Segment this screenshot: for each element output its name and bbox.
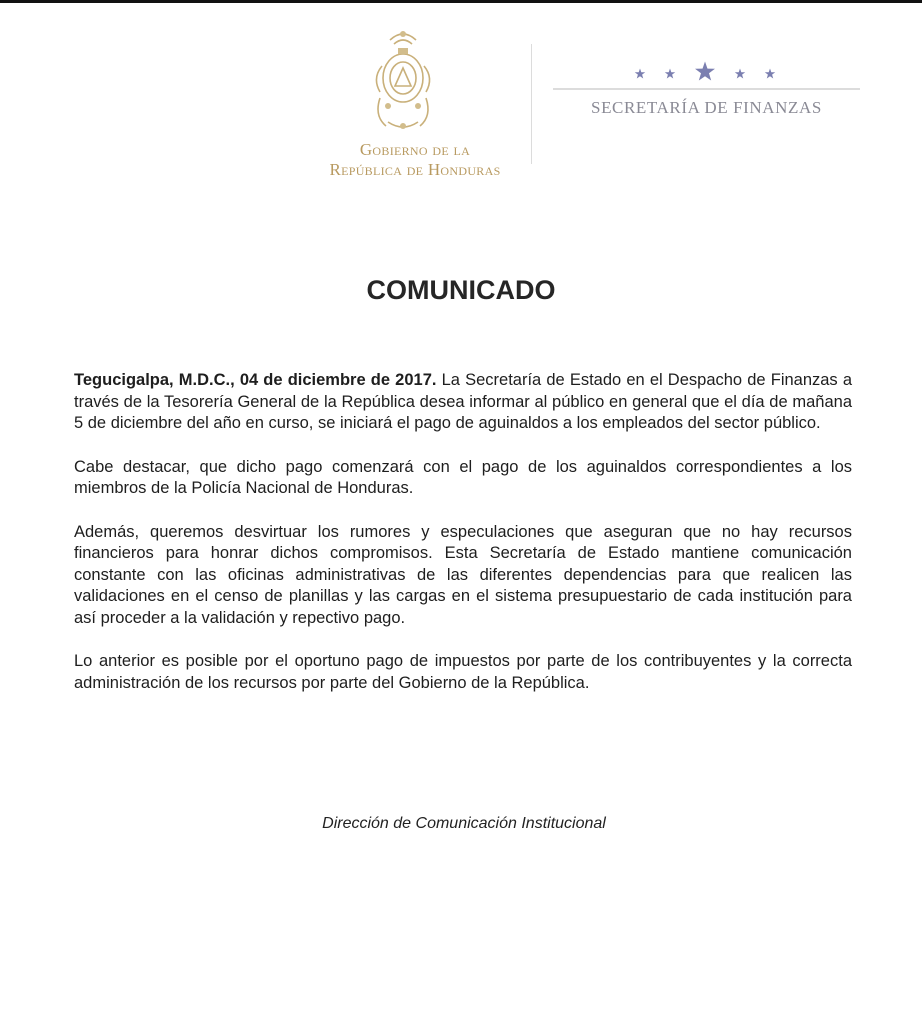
paragraph: [74, 522, 852, 630]
document-body: [74, 370, 852, 716]
paragraph-text: Lo anterior es posible por el oportuno pago de impuestos por parte de los contribuyentes y la correcta administración de los recursos por parte del Gobierno de la República.: [74, 652, 852, 692]
government-name: [300, 140, 530, 180]
star-icon: [765, 69, 775, 79]
paragraph-text: Cabe destacar, que dicho pago comenzará con el pago de los aguinaldos correspondientes a los miembros de la Policía Nacional de Honduras.: [74, 457, 852, 497]
stars-icon: [620, 56, 790, 88]
star-icon: [635, 69, 645, 79]
paragraph-text: Además, queremos desvirtuar los rumores y especulaciones que aseguran que no hay recursos financieros para honrar dichos compromisos. Esta Secretaría de Estado mantiene comunicación constante con las oficinas administrativas de las diferentes dependencias para que realicen las validaciones en el censo de planillas y las cargas en el sistema presupuestario de cada institución para así proceder a la validación y repectivo pago.: [74, 522, 852, 627]
dateline: Tegucigalpa, M.D.C., 04 de diciembre de 2017.: [74, 371, 437, 389]
star-icon: [695, 62, 715, 81]
ministry-rule: [553, 88, 860, 90]
signature: Dirección de Comunicación Institucional: [322, 815, 606, 832]
paragraph: [74, 651, 852, 694]
government-name-line1: Gobierno de la: [359, 140, 471, 159]
paragraph-text: La Secretaría de Estado en el Despacho de Finanzas a través de la Tesorería General de la República desea informar al público en general que el día de mañana 5 de diciembre del año en curso, se iniciará el pago de aguinaldos a los empleados del sector público.: [74, 371, 852, 432]
government-name-line2: República de Honduras: [329, 160, 501, 179]
paragraph: [74, 457, 852, 500]
header-divider: [531, 44, 532, 164]
top-border: [0, 0, 922, 3]
document-title: COMUNICADO: [366, 275, 556, 305]
star-icon: [735, 69, 745, 79]
honduras-coat-of-arms-icon: [368, 26, 438, 134]
ministry-name: SECRETARÍA DE FINANZAS: [591, 98, 822, 117]
star-icon: [665, 69, 675, 79]
paragraph: [74, 370, 852, 435]
